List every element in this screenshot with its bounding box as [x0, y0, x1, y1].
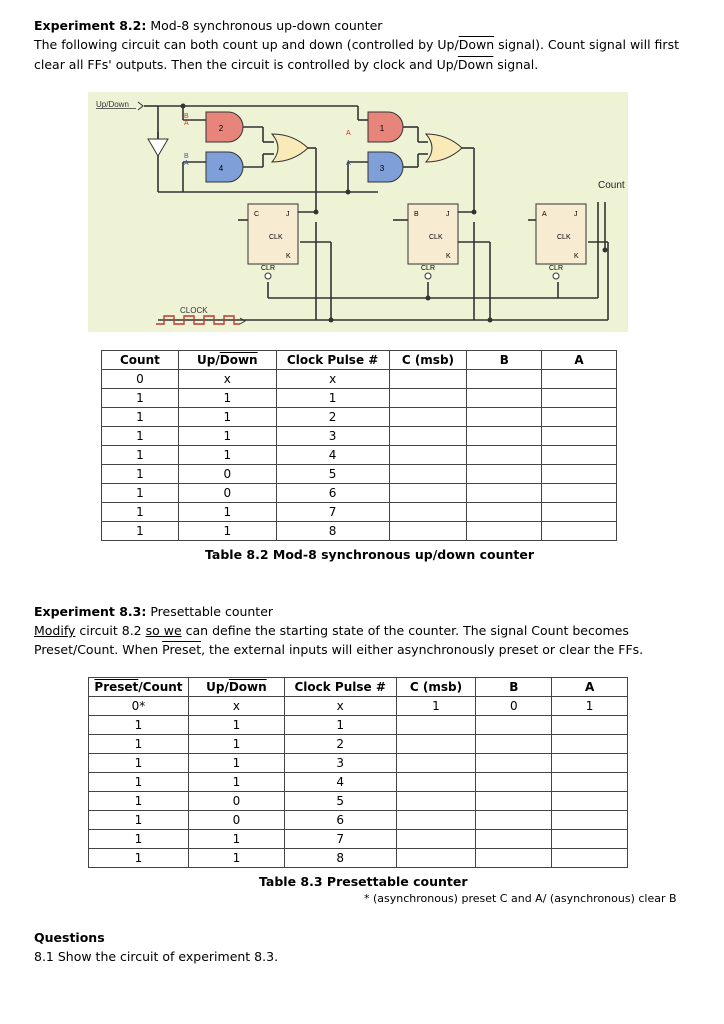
- table-cell: 1: [178, 522, 276, 541]
- table-row: [102, 389, 617, 408]
- ff-a-output: A: [542, 211, 547, 218]
- ff-c-j: J: [286, 211, 290, 218]
- table-row: [102, 370, 617, 389]
- table-cell: [542, 484, 617, 503]
- table-row: [102, 503, 617, 522]
- table-cell: 1: [102, 465, 179, 484]
- table-cell: 3: [284, 754, 396, 773]
- table-cell: [396, 811, 476, 830]
- table-row: [102, 408, 617, 427]
- table-cell: [542, 408, 617, 427]
- table-row: [89, 735, 628, 754]
- table-cell: [389, 427, 467, 446]
- table-cell: 0: [102, 370, 179, 389]
- exp82-heading-bold: Experiment 8.2:: [34, 18, 147, 33]
- table-cell: 1: [102, 446, 179, 465]
- table-cell: 1: [178, 427, 276, 446]
- ff-c-clk: CLK: [269, 234, 283, 241]
- ff-a-k: K: [574, 253, 579, 260]
- exp82-heading-rest: Mod-8 synchronous up-down counter: [146, 18, 383, 33]
- table-cell: 1: [102, 503, 179, 522]
- table-cell: [552, 773, 628, 792]
- table-cell: 1: [89, 792, 189, 811]
- exp83-modify: Modify: [34, 623, 76, 638]
- table-cell: 7: [284, 830, 396, 849]
- exp83-heading-rest: Presettable counter: [146, 604, 274, 619]
- exp82-line1-down: Down: [458, 37, 495, 52]
- table82-col-clock: Clock Pulse #: [276, 351, 389, 370]
- table-cell: 0: [188, 792, 284, 811]
- gate1-input-letter: A: [346, 130, 351, 137]
- table-cell: 0*: [89, 697, 189, 716]
- table-cell: 0: [178, 484, 276, 503]
- exp83-sowe: so we: [145, 623, 182, 638]
- exp83-heading-bold: Experiment 8.3:: [34, 604, 147, 619]
- table-cell: [552, 792, 628, 811]
- table-cell: [389, 484, 467, 503]
- table-row: [89, 716, 628, 735]
- table-row: [102, 522, 617, 541]
- table-cell: 8: [276, 522, 389, 541]
- ff-a-j: J: [574, 211, 578, 218]
- table-row: [89, 792, 628, 811]
- questions-title: Questions: [34, 930, 105, 945]
- table-cell: [467, 522, 542, 541]
- table-cell: 1: [178, 408, 276, 427]
- table-cell: 1: [89, 849, 189, 868]
- table-8-2: [101, 350, 617, 541]
- table-cell: [467, 389, 542, 408]
- exp82-line2-b: signal.: [493, 57, 539, 72]
- table-cell: 1: [188, 754, 284, 773]
- gate-1-label: 1: [379, 124, 385, 133]
- table83-col-b: B: [476, 678, 552, 697]
- table-cell: 0: [188, 811, 284, 830]
- ff-b-clk: CLK: [429, 234, 443, 241]
- table82-header-row: [102, 351, 617, 370]
- exp82-line2-down: Down: [457, 57, 494, 72]
- question-8-1: 8.1 Show the circuit of experiment 8.3.: [34, 949, 279, 964]
- table-row: [89, 754, 628, 773]
- table-cell: [542, 503, 617, 522]
- exp83-line2-b: , the external inputs will either asynchronously preset or clear the FFs.: [201, 642, 644, 657]
- exp83-line2-a: Preset/Count. When: [34, 642, 163, 657]
- exp83-preset: Preset: [162, 642, 202, 657]
- table-row: [102, 427, 617, 446]
- table-cell: x: [284, 697, 396, 716]
- table83-caption: Table 8.3 Presettable counter: [259, 874, 468, 889]
- gate2-input-letters: B: [184, 113, 189, 120]
- table-cell: [552, 830, 628, 849]
- ff-b-clr: CLR: [421, 265, 436, 272]
- ff-b-k: K: [446, 253, 451, 260]
- table-cell: [476, 830, 552, 849]
- table-cell: 1: [89, 811, 189, 830]
- table-cell: [552, 735, 628, 754]
- table-cell: [542, 522, 617, 541]
- table-cell: [476, 849, 552, 868]
- table-cell: x: [276, 370, 389, 389]
- table-cell: [542, 427, 617, 446]
- ff-a-clk: CLK: [557, 234, 571, 241]
- table82-col-c: C (msb): [389, 351, 467, 370]
- table-cell: 1: [89, 716, 189, 735]
- table-cell: [552, 849, 628, 868]
- table83-col-clock: Clock Pulse #: [284, 678, 396, 697]
- table-cell: [396, 792, 476, 811]
- table-cell: x: [188, 697, 284, 716]
- table-cell: [396, 773, 476, 792]
- table83-footnote: * (asynchronous) preset C and A/ (asynchronous) clear B: [364, 892, 677, 905]
- table-cell: 7: [276, 503, 389, 522]
- gate2-input-letters-2: A: [184, 120, 189, 127]
- table-cell: 1: [188, 716, 284, 735]
- ff-c-k: K: [286, 253, 291, 260]
- exp82-line2: [34, 55, 538, 74]
- table-cell: [542, 370, 617, 389]
- gate-4-label: 4: [218, 164, 224, 173]
- gate4-input-letters: B: [184, 153, 189, 160]
- exp82-line1-a: The following circuit can both count up and down (controlled by Up/: [34, 37, 459, 52]
- table-cell: 1: [188, 773, 284, 792]
- ff-a-clr: CLR: [549, 265, 564, 272]
- table-cell: [389, 465, 467, 484]
- table-cell: 5: [284, 792, 396, 811]
- counter-circuit-diagram: [88, 92, 628, 332]
- table-cell: 0: [476, 697, 552, 716]
- table-cell: [552, 811, 628, 830]
- table-cell: [476, 716, 552, 735]
- exp82-line1: [34, 35, 679, 54]
- exp83-line1-a: circuit 8.2: [75, 623, 146, 638]
- table-cell: [476, 773, 552, 792]
- table-cell: [552, 716, 628, 735]
- table-cell: 1: [89, 830, 189, 849]
- table-cell: [467, 427, 542, 446]
- table-cell: [389, 370, 467, 389]
- table-cell: 1: [178, 446, 276, 465]
- table-cell: 6: [276, 484, 389, 503]
- table-cell: [476, 792, 552, 811]
- table-cell: 1: [178, 503, 276, 522]
- table-cell: x: [178, 370, 276, 389]
- table-cell: 2: [276, 408, 389, 427]
- table-cell: 1: [89, 754, 189, 773]
- table-cell: [467, 446, 542, 465]
- table-cell: [389, 389, 467, 408]
- table-cell: [476, 811, 552, 830]
- and-gate-1-icon: [368, 112, 403, 142]
- table82-col-updown: Up/Down: [178, 351, 276, 370]
- table-row: [89, 773, 628, 792]
- ff-b-j: J: [446, 211, 450, 218]
- table-cell: [542, 465, 617, 484]
- table-cell: 1: [102, 484, 179, 503]
- table-cell: 3: [276, 427, 389, 446]
- table-cell: [389, 446, 467, 465]
- exp82-line1-b: signal). Count signal will first: [494, 37, 679, 52]
- table-cell: [467, 484, 542, 503]
- table-cell: 5: [276, 465, 389, 484]
- table-cell: [542, 446, 617, 465]
- table-cell: 1: [102, 408, 179, 427]
- table-cell: [467, 408, 542, 427]
- and-gate-2-icon: [206, 112, 243, 142]
- table-cell: [396, 754, 476, 773]
- table-cell: [467, 465, 542, 484]
- table-cell: 0: [178, 465, 276, 484]
- table-cell: 1: [89, 735, 189, 754]
- table-row: [102, 484, 617, 503]
- table-cell: 1: [102, 427, 179, 446]
- table-8-3: [88, 677, 628, 868]
- table-cell: 1: [188, 849, 284, 868]
- table-cell: 1: [102, 522, 179, 541]
- table83-col-c: C (msb): [396, 678, 476, 697]
- table-cell: [396, 716, 476, 735]
- table82-col-count: Count: [102, 351, 179, 370]
- table-cell: [389, 408, 467, 427]
- table83-header-row: [89, 678, 628, 697]
- table-cell: 1: [396, 697, 476, 716]
- table-cell: 2: [284, 735, 396, 754]
- ff-b-output: B: [414, 211, 419, 218]
- table-cell: [476, 754, 552, 773]
- clock-label: CLOCK: [180, 306, 208, 315]
- exp83-heading: [34, 602, 273, 621]
- table-cell: 6: [284, 811, 396, 830]
- table-cell: 1: [102, 389, 179, 408]
- table-cell: [542, 389, 617, 408]
- exp83-line2: [34, 640, 643, 659]
- table-cell: [396, 735, 476, 754]
- table-cell: 1: [552, 697, 628, 716]
- table-cell: [389, 522, 467, 541]
- ff-c-output: C: [254, 211, 260, 218]
- exp83-line1: [34, 621, 684, 640]
- table-cell: 1: [188, 830, 284, 849]
- table-cell: [467, 503, 542, 522]
- count-input-label: Count: [598, 180, 625, 191]
- table-row: [89, 849, 628, 868]
- table-row: [102, 465, 617, 484]
- table-row: [89, 697, 628, 716]
- ff-c-clr: CLR: [261, 265, 276, 272]
- table-cell: 8: [284, 849, 396, 868]
- table-cell: [476, 735, 552, 754]
- table-cell: [396, 830, 476, 849]
- table-cell: 1: [178, 389, 276, 408]
- table83-col-updown: Up/Down: [188, 678, 284, 697]
- exp82-line2-a: clear all FFs' outputs. Then the circuit is controlled by clock and Up/: [34, 57, 458, 72]
- table83-col-a: A: [552, 678, 628, 697]
- table-cell: 1: [89, 773, 189, 792]
- and-gate-4-icon: [206, 152, 243, 182]
- table82-col-a: A: [542, 351, 617, 370]
- gate3-input-letter: A: [346, 160, 351, 167]
- and-gate-3-icon: [368, 152, 403, 182]
- table83-col-preset: Preset/Count: [89, 678, 189, 697]
- table-cell: 1: [276, 389, 389, 408]
- table-row: [89, 830, 628, 849]
- updown-input-label: Up/Down: [96, 100, 129, 109]
- exp82-heading: [34, 16, 382, 35]
- table-cell: 4: [284, 773, 396, 792]
- table82-caption: Table 8.2 Mod-8 synchronous up/down counter: [205, 547, 535, 562]
- table-cell: 1: [188, 735, 284, 754]
- table-row: [89, 811, 628, 830]
- table-cell: [396, 849, 476, 868]
- gate4-input-letters-2: A: [184, 160, 189, 167]
- table-cell: [467, 370, 542, 389]
- gate-2-label: 2: [218, 124, 224, 133]
- table-row: [102, 446, 617, 465]
- table-cell: [389, 503, 467, 522]
- table82-col-b: B: [467, 351, 542, 370]
- table-cell: [552, 754, 628, 773]
- gate-3-label: 3: [379, 164, 385, 173]
- table-cell: 1: [284, 716, 396, 735]
- exp83-line1-b: can define the starting state of the counter. The signal Count becomes: [181, 623, 629, 638]
- table-cell: 4: [276, 446, 389, 465]
